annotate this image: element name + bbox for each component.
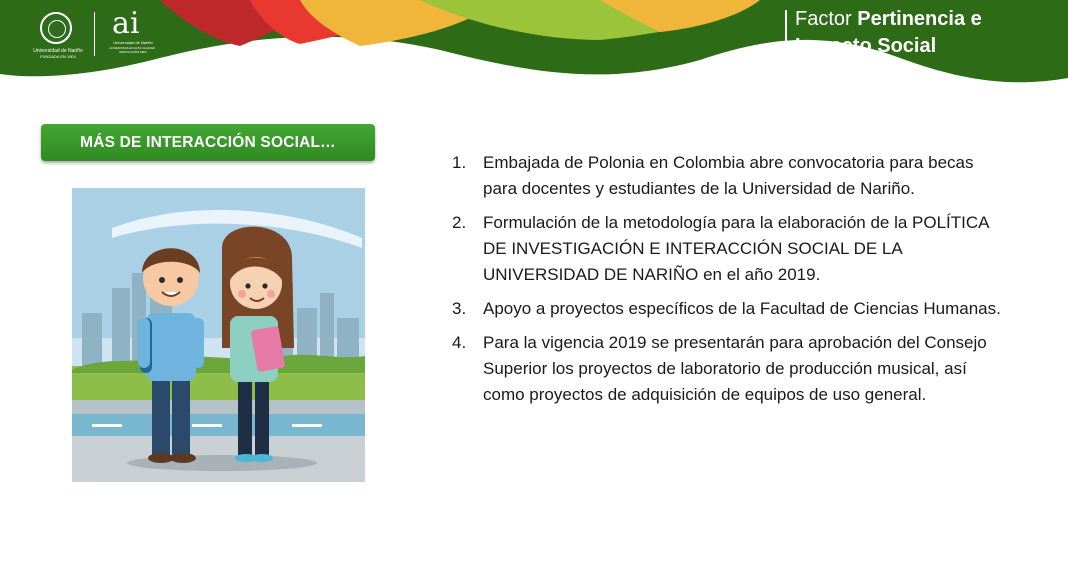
- list-item-number: 1.: [452, 153, 467, 172]
- university-name: Universidad de Nariño: [33, 48, 83, 54]
- factor-prefix: Factor: [795, 8, 852, 30]
- list-item: [452, 150, 1012, 202]
- factor-title: [795, 6, 982, 60]
- list-item-number: 3.: [452, 299, 467, 318]
- activities-list: [452, 150, 1012, 416]
- factor-divider: [785, 10, 787, 48]
- list-item-number: 4.: [452, 333, 467, 352]
- university-founded: FUNDADA EN 1904: [40, 54, 76, 59]
- factor-title-line-2: Impacto Social: [795, 35, 937, 57]
- list-item: [452, 210, 1012, 288]
- university-logo: [28, 6, 168, 62]
- university-seal-icon: [40, 12, 72, 44]
- list-item-text: Apoyo a proyectos específicos de la Facultad de Ciencias Humanas.: [483, 299, 1001, 318]
- factor-title-bold: Pertinencia e: [857, 8, 982, 30]
- section-label: MÁS DE INTERACCIÓN SOCIAL…: [41, 124, 375, 161]
- list-item-text: Formulación de la metodología para la elaboración de la POLÍTICA DE INVESTIGACIÓN E INTERACCIÓN SOCIAL DE LA UNIVERSIDAD DE NARIÑO en el año 2019.: [483, 213, 989, 284]
- ai-logo-subtitle: Universidad de Nariño: [113, 40, 153, 45]
- list-item: [452, 296, 1012, 322]
- logo-divider: [94, 12, 95, 56]
- list-item-number: 2.: [452, 213, 467, 232]
- ai-logo: ai: [112, 6, 140, 41]
- ai-logo-accreditation: ACREDITADA EN ALTA CALIDAD · RESOLUCIÓN MEN: [109, 46, 157, 54]
- list-item-text: Embajada de Polonia en Colombia abre convocatoria para becas para docentes y estudiantes de la Universidad de Nariño.: [483, 153, 974, 198]
- two-students-illustration: [72, 188, 365, 482]
- list-item-text: Para la vigencia 2019 se presentarán para aprobación del Consejo Superior los proyectos de laboratorio de producción musical, así como proyectos de adquisición de equipos de uso general.: [483, 333, 987, 404]
- list-item: [452, 330, 1012, 408]
